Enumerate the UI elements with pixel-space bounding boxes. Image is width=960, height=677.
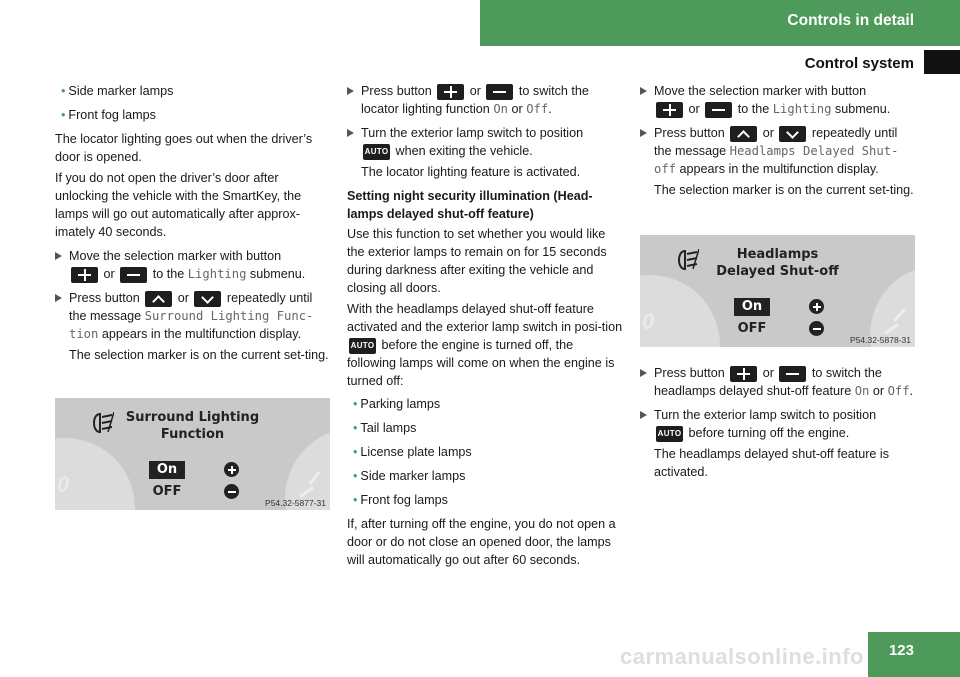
column-3-continued (640, 364, 916, 487)
option-on-selected: On (149, 461, 185, 479)
auto-switch-icon: AUTO (656, 426, 683, 442)
section-marker (924, 50, 960, 74)
list-item: • Side marker lamps (61, 84, 174, 98)
instruction-step: Turn the exterior lamp switch to position AUTO before turning off the engine. (640, 406, 916, 442)
paragraph: With the headlamps delayed shut-off feature activated and the exterior lamp switch in posi-tion AUTO before the engine is turned off, the following lamps will come on when the engine is turned off: (347, 302, 623, 388)
step-note: The selection marker is on the current set-ting. (69, 348, 329, 362)
instruction-step: Press button or repeatedly until the message Surround Lighting Func-tion appears in the multifunction display. (55, 289, 330, 343)
instruction-step: Move the selection marker with button or to the Lighting submenu. (640, 82, 916, 118)
page-number: 123 (888, 642, 914, 659)
column-3 (640, 82, 916, 205)
paragraph: If you do not open the driver’s door after unlocking the vehicle with the SmartKey, the lamps will go out automatically after approx-imately 40 seconds. (55, 171, 302, 239)
display-title: Surround Lighting (125, 410, 260, 425)
step-note: The locator lighting feature is activated. (361, 165, 581, 179)
gauge-number: 0 (57, 472, 70, 497)
minus-icon (224, 484, 239, 499)
paragraph: The locator lighting goes out when the driver’s door is opened. (55, 132, 313, 164)
instruction-step: Press button or to switch the locator lighting function On or Off. (347, 82, 624, 118)
instruction-step: Move the selection marker with button or to the Lighting submenu. (55, 247, 330, 283)
display-title: Function (160, 427, 225, 442)
page-number-tab (868, 632, 960, 677)
instruction-step: Press button or repeatedly until the message Headlamps Delayed Shut-off appears in the multifunction display. (640, 124, 916, 178)
chapter-tab (480, 0, 960, 46)
plus-button-icon (656, 102, 683, 118)
option-off: OFF (152, 484, 182, 499)
column-2 (347, 82, 624, 572)
auto-switch-icon: AUTO (349, 338, 376, 354)
figure-code: P54.32-5878-31 (850, 335, 911, 345)
down-button-icon (779, 126, 806, 142)
watermark: carmanualsonline.info (620, 644, 864, 669)
minus-button-icon (486, 84, 513, 100)
list-item: • Front fog lamps (353, 493, 448, 507)
list-item: • Side marker lamps (353, 469, 466, 483)
minus-button-icon (120, 267, 147, 283)
paragraph: If, after turning off the engine, you do not open a door or do not close an opened door, the lamps will automatically go out after 60 seconds. (347, 517, 616, 567)
plus-button-icon (71, 267, 98, 283)
minus-button-icon (779, 366, 806, 382)
paragraph: Use this function to set whether you would like the exterior lamps to remain on for 15 seconds during darkness after exiting the vehicle and closing all doors. (347, 227, 607, 295)
plus-icon (809, 299, 824, 314)
option-off: OFF (737, 321, 767, 336)
display-figure-surround-lighting (55, 398, 330, 510)
chapter-title: Controls in detail (787, 12, 914, 29)
minus-button-icon (705, 102, 732, 118)
instruction-step: Press button or to switch the headlamps delayed shut-off feature On or Off. (640, 364, 916, 400)
list-item: • Front fog lamps (61, 108, 156, 122)
display-title: Delayed Shut-off (716, 264, 839, 279)
option-on-selected: On (734, 298, 770, 316)
auto-switch-icon: AUTO (363, 144, 390, 160)
plus-button-icon (730, 366, 757, 382)
minus-icon (809, 321, 824, 336)
display-title: Headlamps (736, 247, 819, 262)
up-button-icon (730, 126, 757, 142)
gauge-number: 0 (642, 309, 655, 334)
list-item: • Parking lamps (353, 397, 441, 411)
plus-icon (224, 462, 239, 477)
step-note: The selection marker is on the current set-ting. (654, 183, 914, 197)
instruction-step: Turn the exterior lamp switch to position AUTO when exiting the vehicle. (347, 124, 624, 160)
list-item: • Tail lamps (353, 421, 417, 435)
plus-button-icon (437, 84, 464, 100)
section-title: Control system (804, 55, 914, 72)
step-note: The headlamps delayed shut-off feature is activated. (654, 447, 889, 479)
down-button-icon (194, 291, 221, 307)
display-figure-headlamps-delayed (640, 235, 915, 347)
list-item: • License plate lamps (353, 445, 472, 459)
section-heading: Setting night security illumination (Head-lamps delayed shut-off feature) (347, 189, 593, 221)
up-button-icon (145, 291, 172, 307)
column-1 (55, 82, 330, 370)
figure-code: P54.32-5877-31 (265, 498, 326, 508)
